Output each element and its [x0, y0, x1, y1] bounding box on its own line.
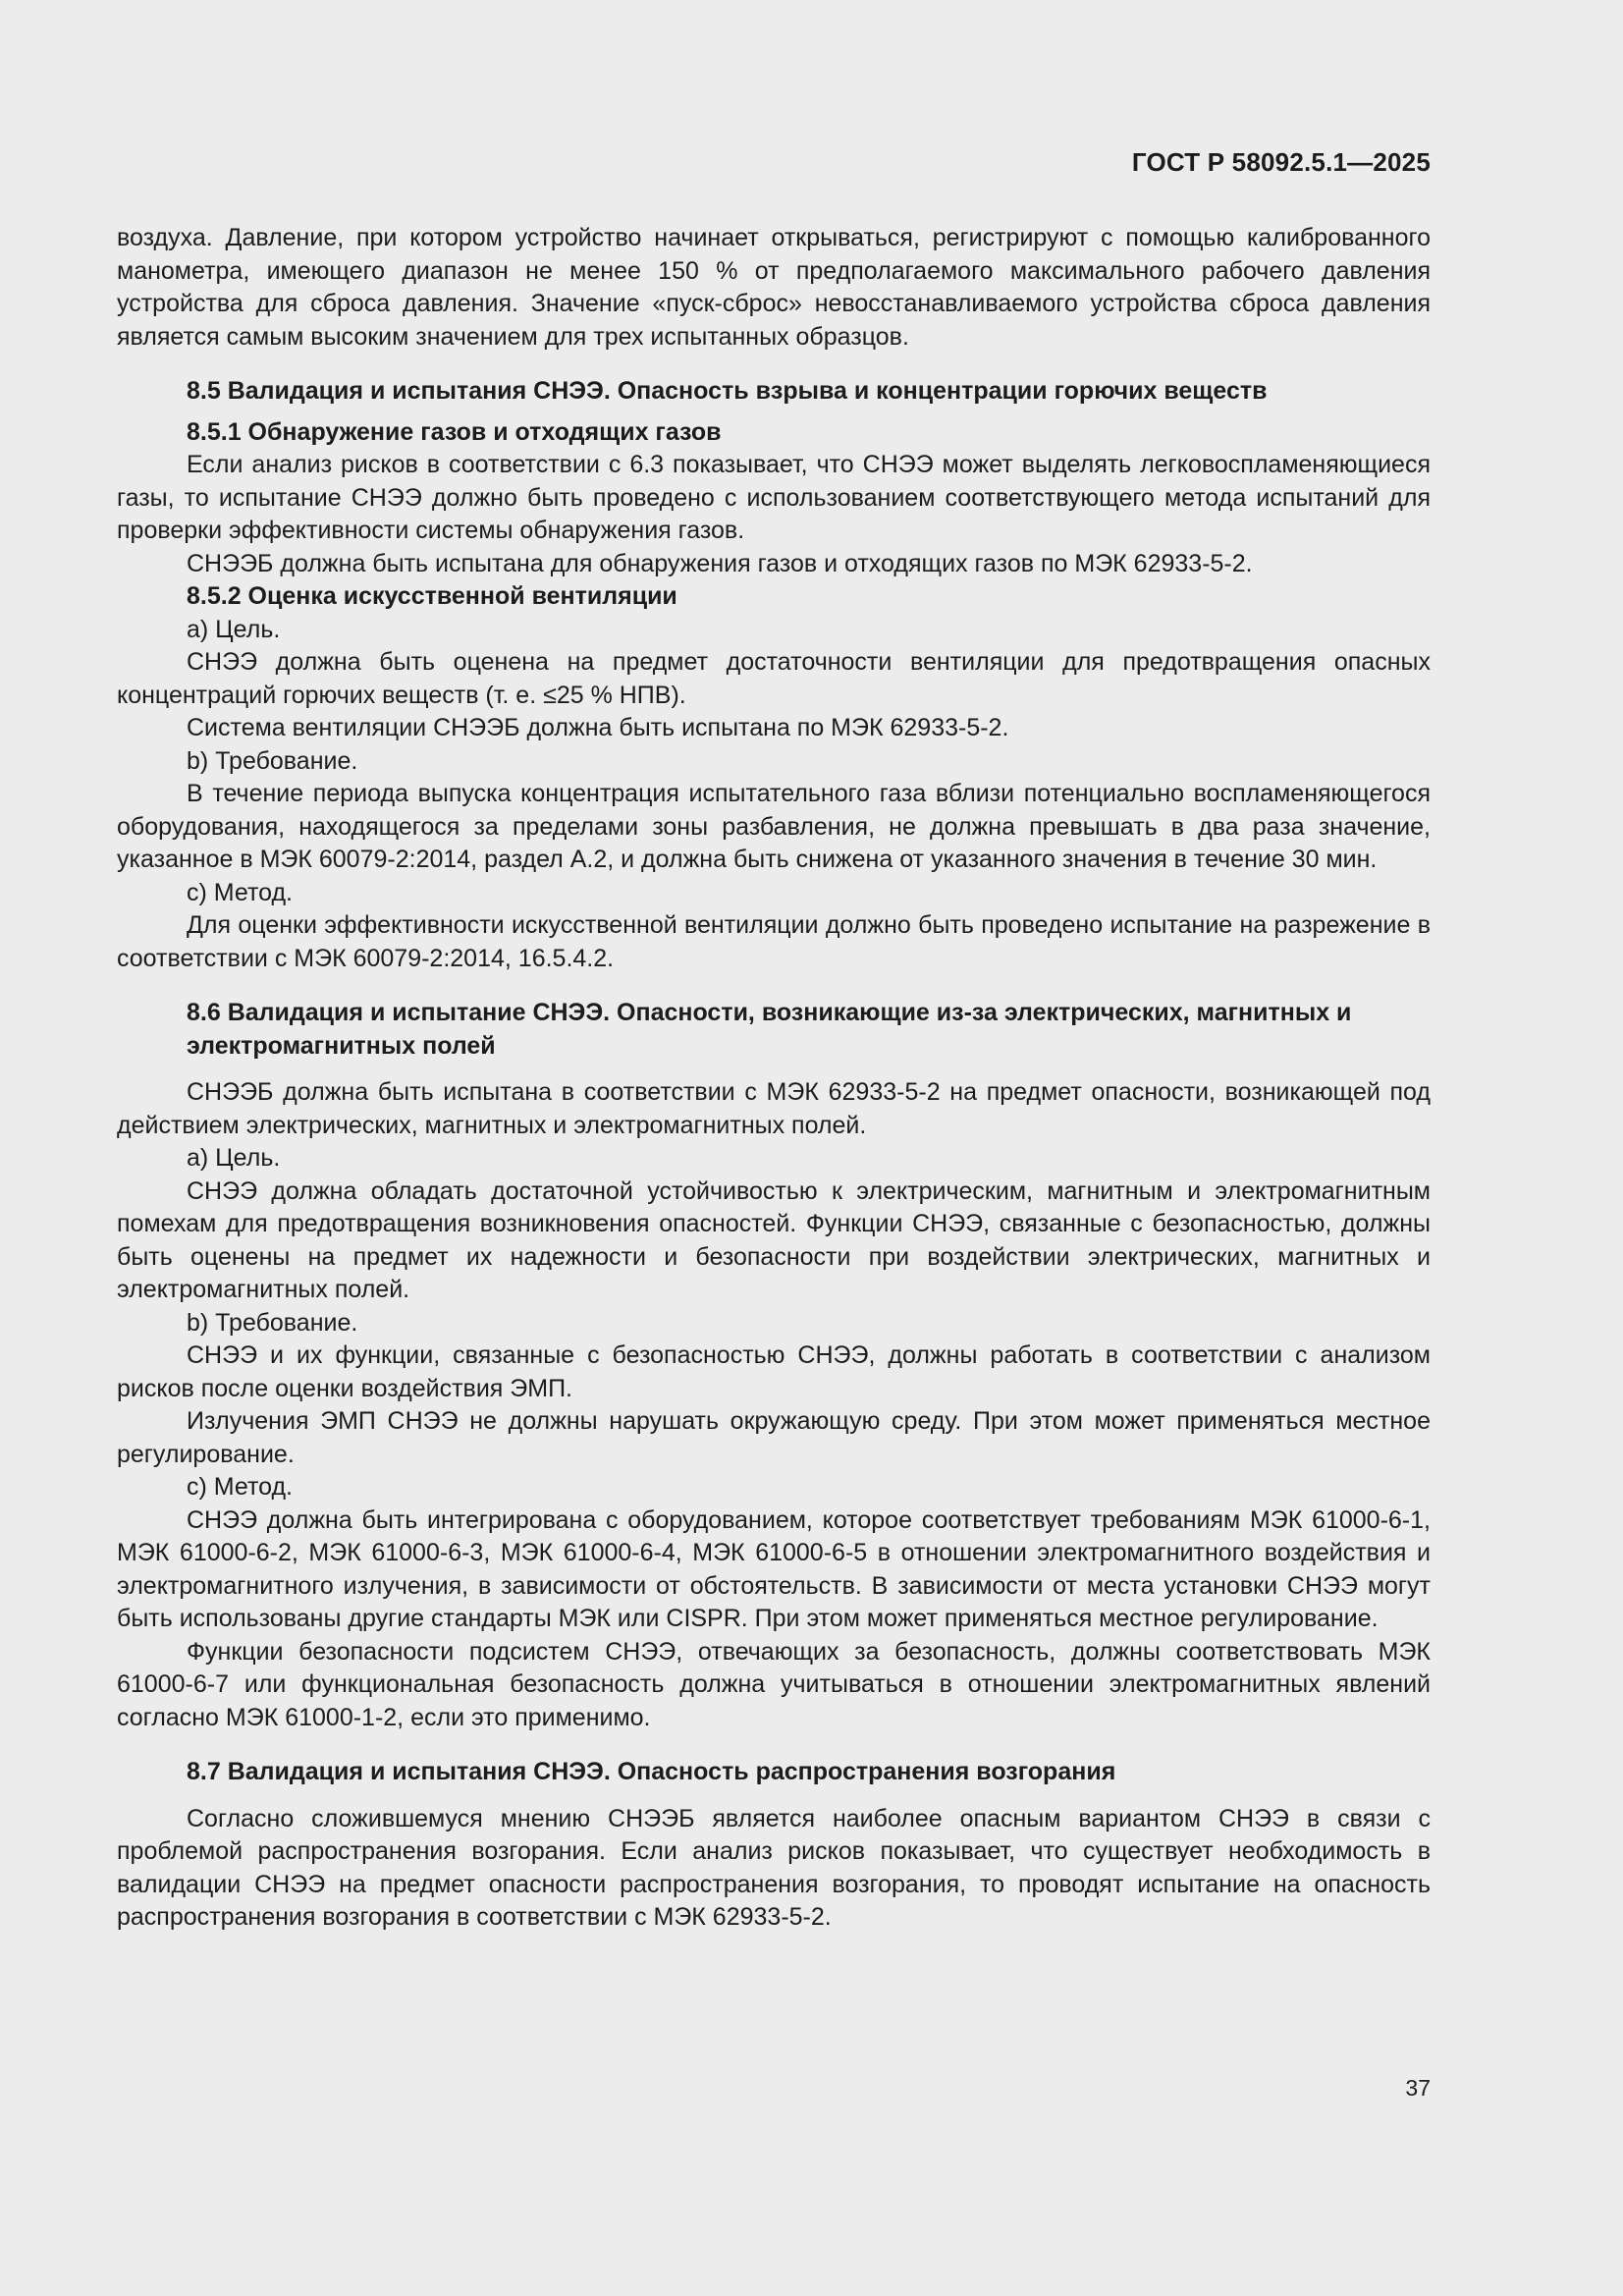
- list-label: a) Цель.: [187, 1144, 281, 1172]
- paragraph: Для оценки эффективности искусственной вентиляции должно быть проведено испытание на разрежение в соответствии с МЭК 60079-2:2014, 16.5.4.2.: [117, 911, 1431, 972]
- paragraph: Система вентиляции СНЭЭБ должна быть испытана по МЭК 62933-5-2.: [187, 714, 1009, 741]
- section-heading-8-6: 8.6 Валидация и испытание СНЭЭ. Опасности, возникающие из-за электрических, магнитных и электромагнитных полей: [187, 999, 1352, 1060]
- paragraph: СНЭЭБ должна быть испытана для обнаружения газов и отходящих газов по МЭК 62933-5-2.: [187, 549, 1253, 577]
- list-label: c) Метод.: [187, 878, 294, 906]
- paragraph: Согласно сложившемуся мнению СНЭЭБ является наиболее опасным вариантом СНЭЭ в связи с проблемой распространения возгорания. Если анализ рисков показывает, что существует необходимость в валидации СНЭЭ на предмет опасности распространения возгорания, то проводят испытание на опасность распространения возгорания в соответствии с МЭК 62933-5-2.: [117, 1804, 1431, 1931]
- paragraph: Если анализ рисков в соответствии с 6.3 показывает, что СНЭЭ может выделять легковоспламеняющиеся газы, то испытание СНЭЭ должно быть проведено с использованием соответствующего метода испытаний для проверки эффективности системы обнаружения газов.: [117, 451, 1431, 544]
- list-label: a) Цель.: [187, 615, 281, 643]
- list-label: b) Требование.: [187, 746, 358, 775]
- paragraph: СНЭЭБ должна быть испытана в соответствии с МЭК 62933-5-2 на предмет опасности, возникающей под действием электрических, магнитных и электромагнитных полей.: [117, 1078, 1431, 1139]
- section-heading-8-5: 8.5 Валидация и испытания СНЭЭ. Опасность взрыва и концентрации горючих веществ: [187, 377, 1268, 405]
- paragraph: СНЭЭ должна быть оценена на предмет достаточности вентиляции для предотвращения опасных концентраций горючих веществ (т. е. ≤25 % НПВ).: [117, 648, 1431, 709]
- paragraph: Функции безопасности подсистем СНЭЭ, отвечающих за безопасность, должны соответствовать МЭК 61000-6-7 или функциональная безопасность должна учитываться в отношении электромагнитных явлений согласно МЭК 61000-1-2, если это применимо.: [117, 1637, 1431, 1731]
- list-label: c) Метод.: [187, 1473, 294, 1501]
- paragraph: воздуха. Давление, при котором устройство начинает открываться, регистрируют с помощью калиброванного манометра, имеющего диапазон не менее 150 % от предполагаемого максимального рабочего давления устройства для сброса давления. Значение «пуск-сброс» невосстанавливаемого устройства сброса давления является самым высоким значением для трех испытанных образцов.: [117, 224, 1431, 351]
- page-content: [117, 222, 1431, 1935]
- subsection-heading-8-5-2: 8.5.2 Оценка искусственной вентиляции: [187, 582, 677, 610]
- paragraph: В течение периода выпуска концентрация испытательного газа вблизи потенциально воспламеняющегося оборудования, находящегося за пределами зоны разбавления, не должна превышать в два раза значение, указанное в МЭК 60079-2:2014, раздел А.2, и должна быть снижена от указанного значения в течение 30 мин.: [117, 780, 1431, 873]
- paragraph: СНЭЭ должна быть интегрирована с оборудованием, которое соответствует требованиям МЭК 61000-6-1, МЭК 61000-6-2, МЭК 61000-6-3, МЭК 61000-6-4, МЭК 61000-6-5 в отношении электромагнитного воздействия и электромагнитного излучения, в зависимости от обстоятельств. В зависимости от места установки СНЭЭ могут быть использованы другие стандарты МЭК или CISPR. При этом может применяться местное регулирование.: [117, 1505, 1431, 1632]
- paragraph: Излучения ЭМП СНЭЭ не должны нарушать окружающую среду. При этом может применяться местное регулирование.: [117, 1407, 1431, 1468]
- section-heading-8-7: 8.7 Валидация и испытания СНЭЭ. Опасность распространения возгорания: [187, 1758, 1116, 1785]
- page-number: 37: [1405, 2075, 1431, 2101]
- document-id: ГОСТ Р 58092.5.1—2025: [1131, 147, 1431, 177]
- paragraph: СНЭЭ должна обладать достаточной устойчивостью к электрическим, магнитным и электромагнитным помехам для предотвращения возникновения опасностей. Функции СНЭЭ, связанные с безопасностью, должны быть оценены на предмет их надежности и безопасности при воздействии электрических, магнитных и электромагнитных полей.: [117, 1176, 1431, 1303]
- subsection-heading-8-5-1: 8.5.1 Обнаружение газов и отходящих газов: [187, 417, 722, 446]
- list-label: b) Требование.: [187, 1308, 358, 1337]
- paragraph: СНЭЭ и их функции, связанные с безопасностью СНЭЭ, должны работать в соответствии с анализом рисков после оценки воздействия ЭМП.: [117, 1341, 1431, 1402]
